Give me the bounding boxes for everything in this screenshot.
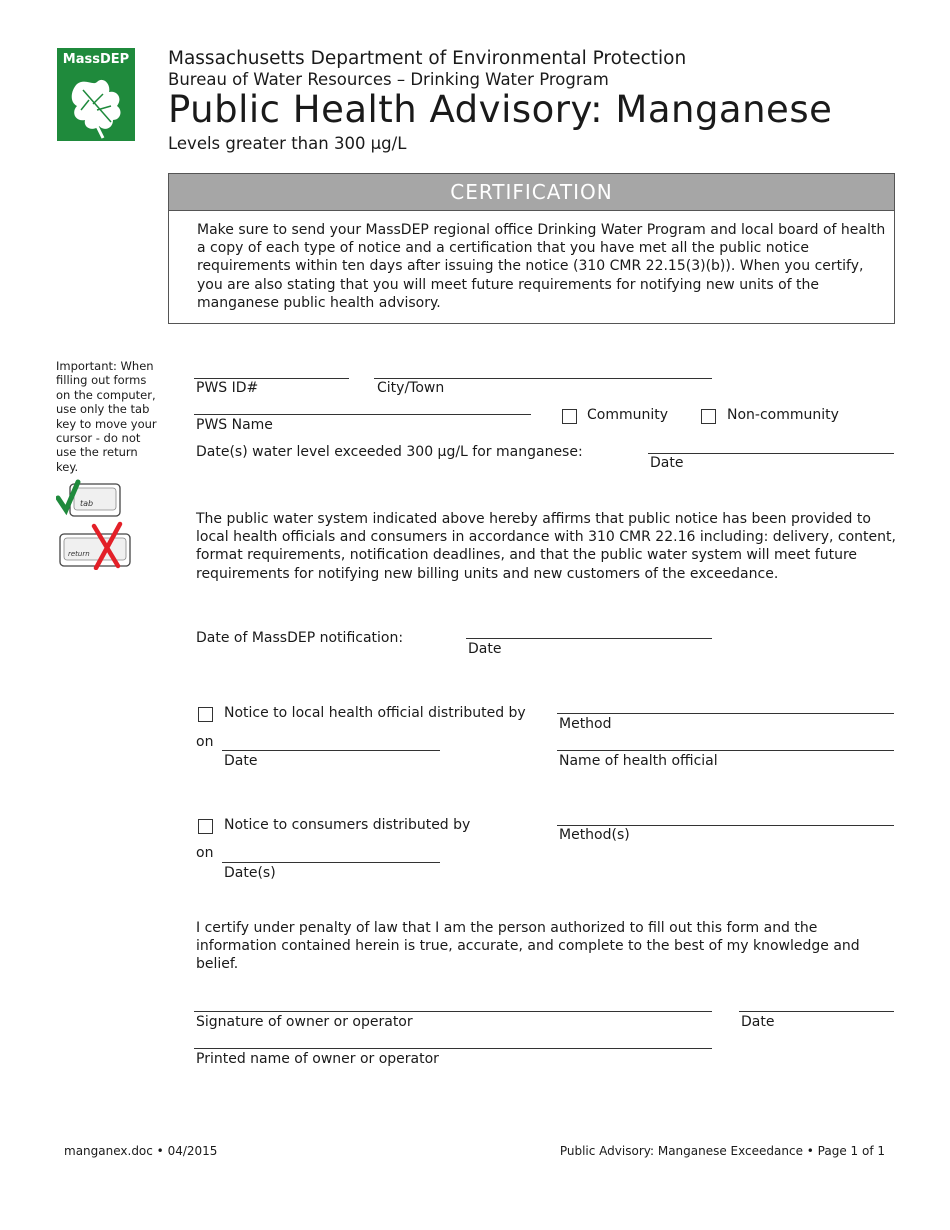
exceeded-date-line[interactable] [648,453,894,454]
certification-box [168,173,895,324]
pws-name-label: PWS Name [196,417,273,433]
page-title: Public Health Advisory: Manganese [168,88,833,131]
logo-text: MassDEP [62,52,130,67]
oak-leaf-icon [63,70,131,140]
exceeded-date-caption: Date [650,455,684,471]
return-key-label: return [68,550,90,558]
method-line[interactable] [557,713,894,714]
printed-name-caption: Printed name of owner or operator [196,1051,439,1067]
footer-right: Public Advisory: Manganese Exceedance • Page 1 of 1 [559,1144,885,1158]
affirmation-text: The public water system indicated above hereby affirms that public notice has been provided to local health officials and consumers in accordance with 310 CMR 22.16 including: delivery, content, format requirements, notification deadlines, and that the public water system will meet future requirements for notifying new billing units and new customers of the exceedance. [196,511,896,582]
pws-id-label: PWS ID# [196,380,259,396]
notice-consumers-label: Notice to consumers distributed by [224,817,471,833]
methods-caption: Method(s) [559,827,630,843]
certify-statement: I certify under penalty of law that I am the person authorized to fill out this form and the information contained herein is true, accurate, and complete to the best of my knowledge and belief. [196,920,860,973]
massdep-notification-label: Date of MassDEP notification: [196,630,404,646]
signature-date-line[interactable] [739,1011,894,1012]
pws-name-line[interactable] [194,414,531,415]
notice-health-label: Notice to local health official distributed by [224,705,526,721]
on-label-consumers: on [196,845,214,861]
agency-name: Massachusetts Department of Environmental Protection [168,48,687,69]
notice-health-checkbox[interactable] [198,707,213,722]
community-label: Community [587,407,669,423]
consumers-date-caption: Date(s) [224,865,276,881]
massdep-notification-caption: Date [468,641,502,657]
consumers-date-line[interactable] [222,862,440,863]
tab-key-illustration [56,478,136,570]
on-label: on [196,734,214,750]
signature-date-caption: Date [741,1014,775,1030]
footer-left: manganex.doc • 04/2015 [64,1144,218,1158]
side-note: Important: When filling out forms on the computer, use only the tab key to move your cursor - do not use the return key. [56,359,157,474]
community-checkbox[interactable] [562,409,577,424]
health-date-caption: Date [224,753,258,769]
signature-line[interactable] [194,1011,712,1012]
method-caption: Method [559,716,612,732]
printed-name-line[interactable] [194,1048,712,1049]
bureau-name: Bureau of Water Resources – Drinking Water Program [168,70,609,89]
certification-heading: CERTIFICATION [169,174,894,211]
exceeded-date-label: Date(s) water level exceeded 300 µg/L for manganese: [196,444,583,460]
health-date-line[interactable] [222,750,440,751]
health-official-caption: Name of health official [559,753,718,769]
massdep-logo [57,48,135,141]
city-town-label: City/Town [377,380,445,396]
tab-key-label: tab [80,499,94,508]
health-official-line[interactable] [557,750,894,751]
return-key-icon [60,534,130,566]
methods-line[interactable] [557,825,894,826]
page-subtitle: Levels greater than 300 µg/L [168,134,407,153]
pws-id-line[interactable] [194,378,349,379]
non-community-checkbox[interactable] [701,409,716,424]
signature-caption: Signature of owner or operator [196,1014,413,1030]
city-town-line[interactable] [374,378,712,379]
non-community-label: Non-community [727,407,839,423]
massdep-notification-line[interactable] [466,638,712,639]
notice-consumers-checkbox[interactable] [198,819,213,834]
certification-instructions: Make sure to send your MassDEP regional office Drinking Water Program and local board of health a copy of each type of notice and a certification that you have met all the public notice requirements within ten days after issuing the notice (310 CMR 22.15(3)(b)). When you certify, you are also stating that you will meet future requirements for notifying new units of the manganese public health advisory. [197,222,886,311]
